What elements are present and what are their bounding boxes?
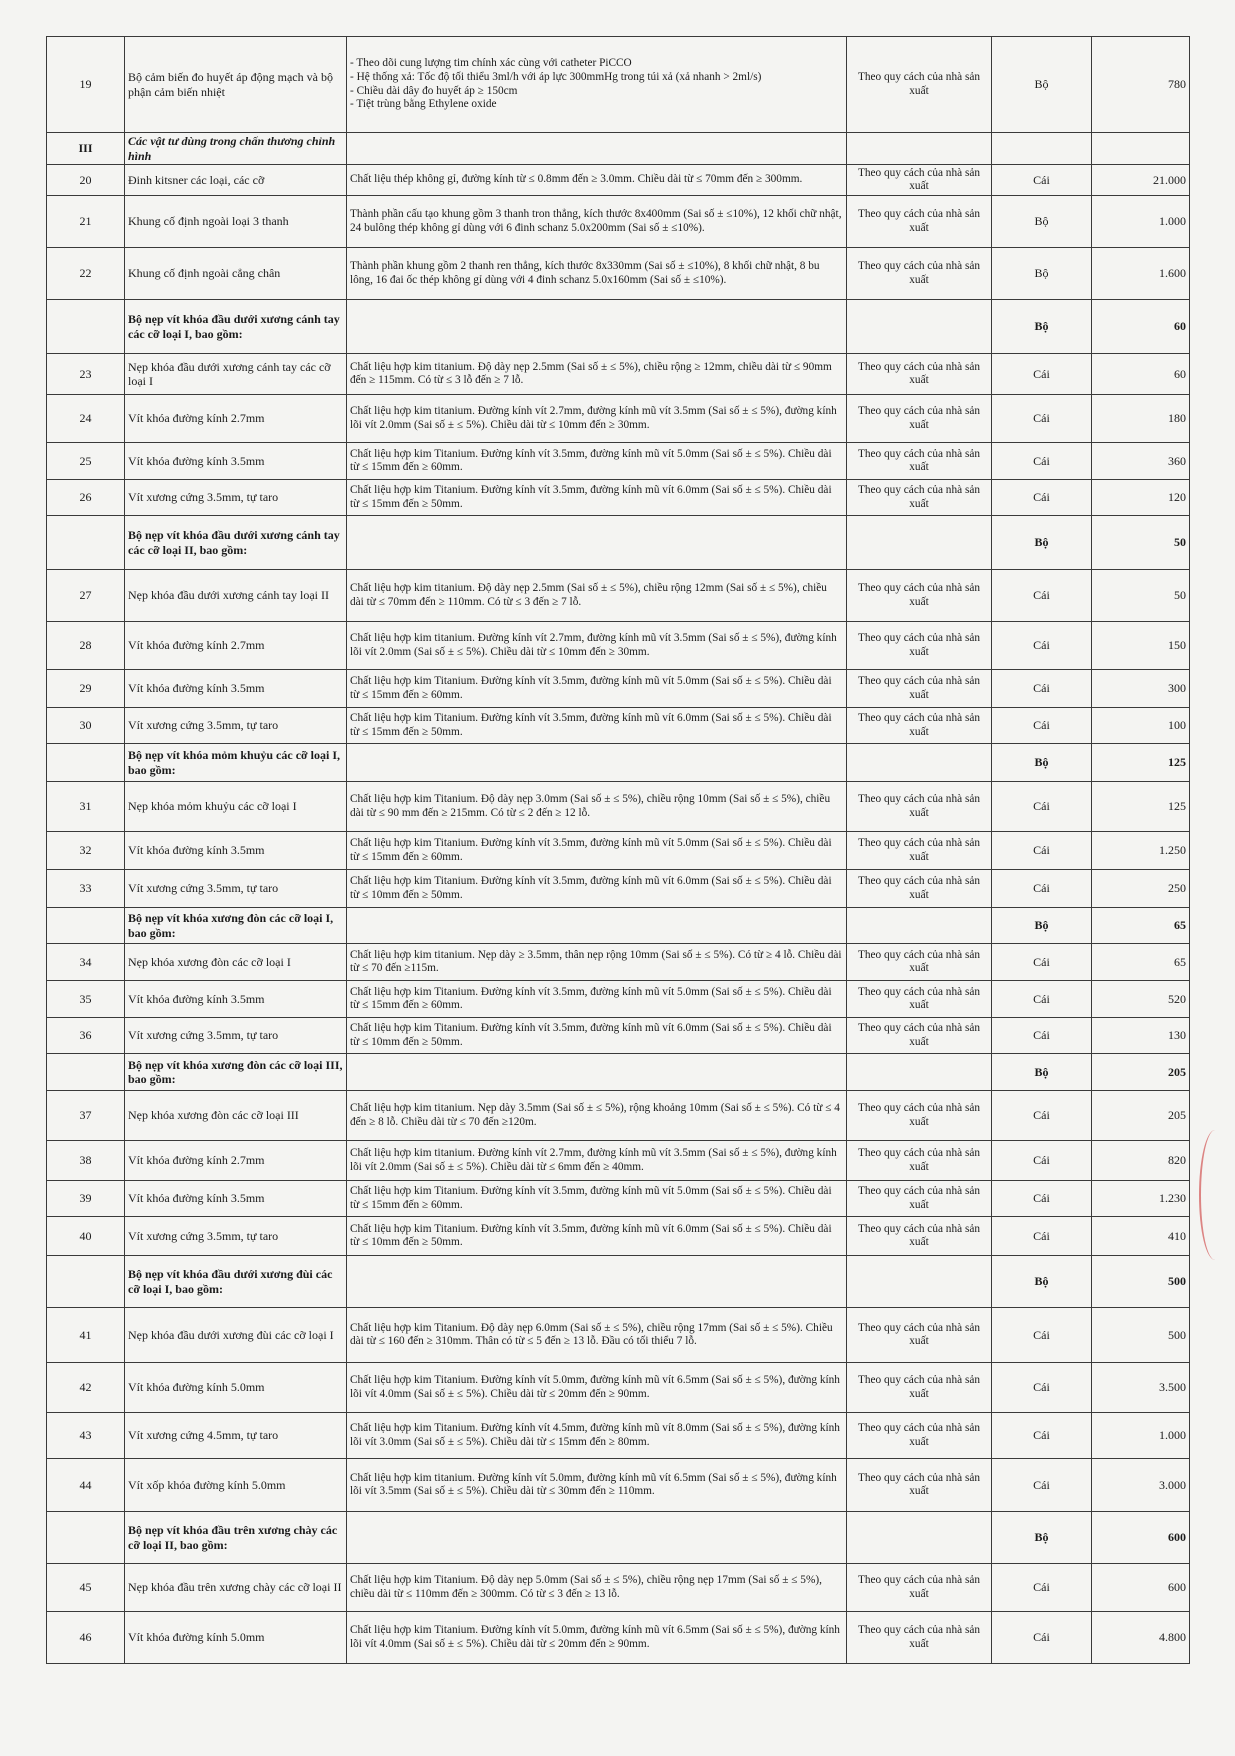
unit: Cái (992, 1564, 1092, 1612)
set-header-row (47, 516, 1190, 570)
standard: Theo quy cách của nhà sản xuất (847, 782, 992, 832)
technical-spec: Chất liệu hợp kim Titanium. Độ dày nẹp 3.0mm (Sai số ± ≤ 5%), chiều rộng 10mm (Sai số ± ≤ 5%), chiều dài từ ≤ 90 mm đến ≥ 215mm. Có từ ≤ 2 đến ≥ 12 lỗ. (347, 782, 847, 832)
item-name: Vít khóa đường kính 5.0mm (125, 1612, 347, 1664)
technical-spec (347, 1512, 847, 1564)
unit: Bộ (992, 196, 1092, 248)
item-name: Bộ nẹp vít khóa đầu trên xương chày các cỡ loại II, bao gồm: (125, 1512, 347, 1564)
table-row (47, 1459, 1190, 1512)
unit (992, 133, 1092, 165)
table-row (47, 37, 1190, 133)
technical-spec: Chất liệu hợp kim titanium. Độ dày nẹp 2.5mm (Sai số ± ≤ 5%), chiều rộng ≥ 12mm, chiều dài từ ≤ 90mm đến ≥ 115mm. Có từ ≤ 3 lỗ đến ≥ 7 lỗ. (347, 354, 847, 395)
technical-spec: Chất liệu hợp kim Titanium. Độ dày nẹp 6.0mm (Sai số ± ≤ 5%), chiều rộng 17mm (Sai số ± ≤ 5%). Chiều dài từ ≤ 160 đến ≥ 310mm. Thân có từ ≤ 5 đến ≥ 13 lỗ. Đầu có tối thiểu 7 lỗ. (347, 1308, 847, 1363)
unit: Cái (992, 165, 1092, 196)
item-name: Vít khóa đường kính 3.5mm (125, 1181, 347, 1217)
item-name: Bộ nẹp vít khóa mỏm khuỷu các cỡ loại I, bao gồm: (125, 744, 347, 782)
table-row (47, 1141, 1190, 1181)
quantity (1092, 133, 1190, 165)
table-row (47, 832, 1190, 870)
technical-spec: Chất liệu hợp kim titanium. Nẹp dày ≥ 3.5mm, thân nẹp rộng 10mm (Sai số ± ≤ 5%). Có từ ≥ 4 lỗ. Chiều dài từ ≤ 70 đến ≥115m. (347, 944, 847, 981)
unit: Bộ (992, 1256, 1092, 1308)
technical-spec: Chất liệu hợp kim titanium. Độ dày nẹp 2.5mm (Sai số ± ≤ 5%), chiều rộng 12mm (Sai số ± ≤ 5%), chiều dài từ ≤ 70mm đến ≥ 110mm. Có từ ≤ 3 đến ≥ 7 lỗ. (347, 570, 847, 622)
standard: Theo quy cách của nhà sản xuất (847, 1308, 992, 1363)
technical-spec (347, 1256, 847, 1308)
row-number (47, 300, 125, 354)
table-row (47, 708, 1190, 744)
quantity: 780 (1092, 37, 1190, 133)
item-name: Nẹp khóa đầu dưới xương cánh tay loại II (125, 570, 347, 622)
item-name: Vít khóa đường kính 2.7mm (125, 1141, 347, 1181)
item-name: Bộ nẹp vít khóa đầu dưới xương cánh tay các cỡ loại II, bao gồm: (125, 516, 347, 570)
quantity: 180 (1092, 395, 1190, 443)
unit: Cái (992, 570, 1092, 622)
unit: Cái (992, 1459, 1092, 1512)
item-name: Khung cố định ngoài cẳng chân (125, 248, 347, 300)
standard: Theo quy cách của nhà sản xuất (847, 1181, 992, 1217)
quantity: 65 (1092, 908, 1190, 944)
quantity: 21.000 (1092, 165, 1190, 196)
unit: Cái (992, 1413, 1092, 1459)
row-number: 40 (47, 1217, 125, 1256)
row-number (47, 908, 125, 944)
item-name: Bộ nẹp vít khóa đầu dưới xương đùi các cỡ loại I, bao gồm: (125, 1256, 347, 1308)
quantity: 130 (1092, 1018, 1190, 1054)
technical-spec: Chất liệu hợp kim Titanium. Đường kính vít 3.5mm, đường kính mũ vít 5.0mm (Sai số ± ≤ 5%). Chiều dài từ ≤ 15mm đến ≥ 60mm. (347, 443, 847, 480)
quantity: 500 (1092, 1308, 1190, 1363)
technical-spec: Thành phần cấu tạo khung gồm 3 thanh tron thẳng, kích thước 8x400mm (Sai số ± ≤10%), 12 khối chữ nhật, 24 bulông thép không gỉ dùng với 6 đinh schanz 5.0x200mm (Sai số ± ≤10%). (347, 196, 847, 248)
standard: Theo quy cách của nhà sản xuất (847, 1612, 992, 1664)
standard: Theo quy cách của nhà sản xuất (847, 248, 992, 300)
standard: Theo quy cách của nhà sản xuất (847, 1363, 992, 1413)
quantity: 125 (1092, 782, 1190, 832)
row-number: 43 (47, 1413, 125, 1459)
unit: Cái (992, 354, 1092, 395)
table-row (47, 1018, 1190, 1054)
row-number: 22 (47, 248, 125, 300)
standard: Theo quy cách của nhà sản xuất (847, 165, 992, 196)
standard (847, 133, 992, 165)
quantity: 600 (1092, 1512, 1190, 1564)
standard: Theo quy cách của nhà sản xuất (847, 1091, 992, 1141)
item-name: Vít khóa đường kính 3.5mm (125, 832, 347, 870)
row-number: 37 (47, 1091, 125, 1141)
row-number (47, 1512, 125, 1564)
item-name: Nẹp khóa mỏm khuỷu các cỡ loại I (125, 782, 347, 832)
standard: Theo quy cách của nhà sản xuất (847, 708, 992, 744)
quantity: 60 (1092, 354, 1190, 395)
technical-spec: Chất liệu hợp kim Titanium. Đường kính vít 4.5mm, đường kính mũ vít 8.0mm (Sai số ± ≤ 5%), đường kính lõi vít 3.0mm (Sai số ± ≤ 5%). Chiều dài từ ≤ 15mm đến ≥ 80mm. (347, 1413, 847, 1459)
technical-spec: Chất liệu hợp kim Titanium. Đường kính vít 3.5mm, đường kính mũ vít 6.0mm (Sai số ± ≤ 5%). Chiều dài từ ≤ 10mm đến ≥ 50mm. (347, 1018, 847, 1054)
unit: Cái (992, 832, 1092, 870)
item-name: Vít xốp khóa đường kính 5.0mm (125, 1459, 347, 1512)
row-number: 35 (47, 981, 125, 1018)
technical-spec: Chất liệu hợp kim Titanium. Đường kính vít 3.5mm, đường kính mũ vít 6.0mm (Sai số ± ≤ 5%). Chiều dài từ ≤ 15mm đến ≥ 50mm. (347, 480, 847, 516)
standard: Theo quy cách của nhà sản xuất (847, 1141, 992, 1181)
item-name: Vít khóa đường kính 3.5mm (125, 443, 347, 480)
standard: Theo quy cách của nhà sản xuất (847, 354, 992, 395)
technical-spec: Chất liệu hợp kim Titanium. Đường kính vít 5.0mm, đường kính mũ vít 6.5mm (Sai số ± ≤ 5%), đường kính lõi vít 4.0mm (Sai số ± ≤ 5%). Chiều dài từ ≤ 20mm đến ≥ 90mm. (347, 1612, 847, 1664)
standard (847, 908, 992, 944)
quantity: 3.000 (1092, 1459, 1190, 1512)
standard: Theo quy cách của nhà sản xuất (847, 622, 992, 670)
unit: Bộ (992, 37, 1092, 133)
set-header-row (47, 1054, 1190, 1091)
row-number (47, 1054, 125, 1091)
unit: Cái (992, 443, 1092, 480)
item-name: Vít xương cứng 3.5mm, tự taro (125, 1217, 347, 1256)
technical-spec: Chất liệu hợp kim titanium. Đường kính vít 5.0mm, đường kính mũ vít 6.5mm (Sai số ± ≤ 5%), đường kính lõi vít 3.5mm (Sai số ± ≤ 5%). Chiều dài từ ≤ 30mm đến ≥ 110mm. (347, 1459, 847, 1512)
item-name: Bộ nẹp vít khóa xương đòn các cỡ loại III, bao gồm: (125, 1054, 347, 1091)
set-header-row (47, 1512, 1190, 1564)
unit: Cái (992, 1612, 1092, 1664)
quantity: 820 (1092, 1141, 1190, 1181)
technical-spec: Chất liệu thép không gỉ, đường kính từ ≤ 0.8mm đến ≥ 3.0mm. Chiều dài từ ≤ 70mm đến ≥ 300mm. (347, 165, 847, 196)
item-name: Vít xương cứng 3.5mm, tự taro (125, 870, 347, 908)
table-row (47, 870, 1190, 908)
item-name: Vít xương cứng 3.5mm, tự taro (125, 1018, 347, 1054)
table-row (47, 1181, 1190, 1217)
item-name: Nẹp khóa xương đòn các cỡ loại I (125, 944, 347, 981)
item-name: Bộ nẹp vít khóa đầu dưới xương cánh tay các cỡ loại I, bao gồm: (125, 300, 347, 354)
table-row (47, 1612, 1190, 1664)
item-name: Vít xương cứng 4.5mm, tự taro (125, 1413, 347, 1459)
quantity: 65 (1092, 944, 1190, 981)
standard: Theo quy cách của nhà sản xuất (847, 1413, 992, 1459)
table-row (47, 395, 1190, 443)
item-name: Vít khóa đường kính 2.7mm (125, 395, 347, 443)
standard: Theo quy cách của nhà sản xuất (847, 981, 992, 1018)
set-header-row (47, 300, 1190, 354)
unit: Cái (992, 1141, 1092, 1181)
technical-spec: Chất liệu hợp kim Titanium. Đường kính vít 3.5mm, đường kính mũ vít 6.0mm (Sai số ± ≤ 5%). Chiều dài từ ≤ 15mm đến ≥ 50mm. (347, 708, 847, 744)
quantity: 1.250 (1092, 832, 1190, 870)
quantity: 120 (1092, 480, 1190, 516)
technical-spec: Chất liệu hợp kim titanium. Đường kính vít 2.7mm, đường kính mũ vít 3.5mm (Sai số ± ≤ 5%), đường kính lõi vít 2.0mm (Sai số ± ≤ 5%). Chiều dài từ ≤ 6mm đến ≥ 40mm. (347, 1141, 847, 1181)
table-row (47, 944, 1190, 981)
technical-spec: - Theo dõi cung lượng tim chính xác cùng với catheter PiCCO - Hệ thống xả: Tốc độ tối thiểu 3ml/h với áp lực 300mmHg trong túi xả (xả nhanh > 2ml/s) - Chiều dài dây đo huyết áp ≥ 150cm - Tiệt trùng bằng Ethylene oxide (347, 37, 847, 133)
unit: Cái (992, 395, 1092, 443)
table-row (47, 165, 1190, 196)
technical-spec: Chất liệu hợp kim Titanium. Đường kính vít 3.5mm, đường kính mũ vít 5.0mm (Sai số ± ≤ 5%). Chiều dài từ ≤ 15mm đến ≥ 60mm. (347, 981, 847, 1018)
standard: Theo quy cách của nhà sản xuất (847, 196, 992, 248)
standard: Theo quy cách của nhà sản xuất (847, 443, 992, 480)
unit: Bộ (992, 516, 1092, 570)
set-header-row (47, 1256, 1190, 1308)
supply-table-body (47, 37, 1190, 1664)
table-row (47, 1308, 1190, 1363)
row-number: 41 (47, 1308, 125, 1363)
quantity: 300 (1092, 670, 1190, 708)
technical-spec (347, 908, 847, 944)
standard (847, 744, 992, 782)
unit: Cái (992, 1181, 1092, 1217)
row-number: 24 (47, 395, 125, 443)
item-name: Vít khóa đường kính 3.5mm (125, 981, 347, 1018)
table-row (47, 480, 1190, 516)
item-name: Khung cố định ngoài loại 3 thanh (125, 196, 347, 248)
technical-spec: Chất liệu hợp kim Titanium. Đường kính vít 5.0mm, đường kính mũ vít 6.5mm (Sai số ± ≤ 5%), đường kính lõi vít 4.0mm (Sai số ± ≤ 5%). Chiều dài từ ≤ 20mm đến ≥ 90mm. (347, 1363, 847, 1413)
technical-spec: Chất liệu hợp kim Titanium. Đường kính vít 3.5mm, đường kính mũ vít 5.0mm (Sai số ± ≤ 5%). Chiều dài từ ≤ 15mm đến ≥ 60mm. (347, 670, 847, 708)
unit: Cái (992, 708, 1092, 744)
unit: Cái (992, 480, 1092, 516)
technical-spec: Chất liệu hợp kim titanium. Đường kính vít 2.7mm, đường kính mũ vít 3.5mm (Sai số ± ≤ 5%), đường kính lõi vít 2.0mm (Sai số ± ≤ 5%). Chiều dài từ ≤ 10mm đến ≥ 30mm. (347, 622, 847, 670)
table-row (47, 670, 1190, 708)
unit: Cái (992, 1308, 1092, 1363)
table-row (47, 443, 1190, 480)
standard: Theo quy cách của nhà sản xuất (847, 480, 992, 516)
row-number: 32 (47, 832, 125, 870)
table-row (47, 981, 1190, 1018)
quantity: 205 (1092, 1091, 1190, 1141)
table-row (47, 196, 1190, 248)
supply-table (46, 36, 1190, 1664)
standard (847, 1054, 992, 1091)
unit: Cái (992, 670, 1092, 708)
row-number: 46 (47, 1612, 125, 1664)
table-row (47, 570, 1190, 622)
set-header-row (47, 908, 1190, 944)
quantity: 410 (1092, 1217, 1190, 1256)
standard: Theo quy cách của nhà sản xuất (847, 670, 992, 708)
standard: Theo quy cách của nhà sản xuất (847, 870, 992, 908)
unit: Cái (992, 870, 1092, 908)
item-name: Nẹp khóa xương đòn các cỡ loại III (125, 1091, 347, 1141)
row-number (47, 1256, 125, 1308)
technical-spec: Chất liệu hợp kim titanium. Đường kính vít 2.7mm, đường kính mũ vít 3.5mm (Sai số ± ≤ 5%), đường kính lõi vít 2.0mm (Sai số ± ≤ 5%). Chiều dài từ ≤ 10mm đến ≥ 30mm. (347, 395, 847, 443)
table-row (47, 1413, 1190, 1459)
standard (847, 1256, 992, 1308)
quantity: 1.230 (1092, 1181, 1190, 1217)
row-number: 34 (47, 944, 125, 981)
quantity: 100 (1092, 708, 1190, 744)
unit: Cái (992, 1363, 1092, 1413)
quantity: 600 (1092, 1564, 1190, 1612)
quantity: 360 (1092, 443, 1190, 480)
technical-spec: Chất liệu hợp kim Titanium. Đường kính vít 3.5mm, đường kính mũ vít 5.0mm (Sai số ± ≤ 5%). Chiều dài từ ≤ 15mm đến ≥ 60mm. (347, 1181, 847, 1217)
row-number: III (47, 133, 125, 165)
unit: Cái (992, 622, 1092, 670)
row-number: 42 (47, 1363, 125, 1413)
quantity: 150 (1092, 622, 1190, 670)
technical-spec: Chất liệu hợp kim Titanium. Đường kính vít 3.5mm, đường kính mũ vít 6.0mm (Sai số ± ≤ 5%). Chiều dài từ ≤ 10mm đến ≥ 50mm. (347, 1217, 847, 1256)
row-number: 23 (47, 354, 125, 395)
row-number (47, 516, 125, 570)
unit: Bộ (992, 300, 1092, 354)
row-number: 31 (47, 782, 125, 832)
row-number: 19 (47, 37, 125, 133)
table-row (47, 354, 1190, 395)
quantity: 520 (1092, 981, 1190, 1018)
technical-spec: Chất liệu hợp kim Titanium. Độ dày nẹp 5.0mm (Sai số ± ≤ 5%), chiều rộng nẹp 17mm (Sai số ± ≤ 5%), chiều dài từ ≤ 110mm đến ≥ 300mm. Có từ ≤ 3 đến ≥ 13 lỗ. (347, 1564, 847, 1612)
row-number: 27 (47, 570, 125, 622)
row-number: 20 (47, 165, 125, 196)
technical-spec: Chất liệu hợp kim Titanium. Đường kính vít 3.5mm, đường kính mũ vít 5.0mm (Sai số ± ≤ 5%). Chiều dài từ ≤ 15mm đến ≥ 60mm. (347, 832, 847, 870)
standard: Theo quy cách của nhà sản xuất (847, 1564, 992, 1612)
row-number (47, 744, 125, 782)
row-number: 21 (47, 196, 125, 248)
item-name: Nẹp khóa đầu dưới xương cánh tay các cỡ loại I (125, 354, 347, 395)
quantity: 60 (1092, 300, 1190, 354)
table-row (47, 1363, 1190, 1413)
standard: Theo quy cách của nhà sản xuất (847, 832, 992, 870)
technical-spec (347, 744, 847, 782)
unit: Cái (992, 1217, 1092, 1256)
unit: Bộ (992, 908, 1092, 944)
unit: Bộ (992, 744, 1092, 782)
table-row (47, 248, 1190, 300)
quantity: 250 (1092, 870, 1190, 908)
table-row (47, 782, 1190, 832)
set-header-row (47, 744, 1190, 782)
row-number: 45 (47, 1564, 125, 1612)
standard (847, 516, 992, 570)
technical-spec: Chất liệu hợp kim titanium. Nẹp dày 3.5mm (Sai số ± ≤ 5%), rộng khoảng 10mm (Sai số ± ≤ 5%). Có từ ≤ 4 đến ≥ 8 lỗ. Chiều dài từ ≤ 70 đến ≥120m. (347, 1091, 847, 1141)
standard: Theo quy cách của nhà sản xuất (847, 570, 992, 622)
item-name: Bộ cảm biến đo huyết áp động mạch và bộ phận cảm biến nhiệt (125, 37, 347, 133)
table-row (47, 622, 1190, 670)
standard (847, 1512, 992, 1564)
unit: Cái (992, 1091, 1092, 1141)
standard: Theo quy cách của nhà sản xuất (847, 1217, 992, 1256)
technical-spec (347, 516, 847, 570)
item-name: Nẹp khóa đầu trên xương chày các cỡ loại II (125, 1564, 347, 1612)
technical-spec: Thành phần khung gồm 2 thanh ren thẳng, kích thước 8x330mm (Sai số ± ≤10%), 8 khối chữ nhật, 8 bu lông, 16 đai ốc thép không gỉ dùng với 4 đinh schanz 5.0x160mm (Sai số ± ≤10%). (347, 248, 847, 300)
item-name: Vít khóa đường kính 2.7mm (125, 622, 347, 670)
row-number: 25 (47, 443, 125, 480)
item-name: Bộ nẹp vít khóa xương đòn các cỡ loại I, bao gồm: (125, 908, 347, 944)
quantity: 125 (1092, 744, 1190, 782)
item-name: Các vật tư dùng trong chấn thương chỉnh hình (125, 133, 347, 165)
table-row (47, 1217, 1190, 1256)
item-name: Nẹp khóa đầu dưới xương đùi các cỡ loại I (125, 1308, 347, 1363)
quantity: 1.600 (1092, 248, 1190, 300)
row-number: 26 (47, 480, 125, 516)
quantity: 500 (1092, 1256, 1190, 1308)
quantity: 50 (1092, 570, 1190, 622)
technical-spec: Chất liệu hợp kim Titanium. Đường kính vít 3.5mm, đường kính mũ vít 6.0mm (Sai số ± ≤ 5%). Chiều dài từ ≤ 10mm đến ≥ 50mm. (347, 870, 847, 908)
unit: Bộ (992, 1054, 1092, 1091)
standard: Theo quy cách của nhà sản xuất (847, 37, 992, 133)
technical-spec (347, 300, 847, 354)
unit: Cái (992, 1018, 1092, 1054)
technical-spec (347, 133, 847, 165)
standard (847, 300, 992, 354)
unit: Bộ (992, 248, 1092, 300)
row-number: 36 (47, 1018, 125, 1054)
item-name: Đinh kitsner các loại, các cỡ (125, 165, 347, 196)
item-name: Vít xương cứng 3.5mm, tự taro (125, 708, 347, 744)
technical-spec (347, 1054, 847, 1091)
section-row (47, 133, 1190, 165)
red-stamp-edge (1199, 1130, 1231, 1260)
row-number: 28 (47, 622, 125, 670)
row-number: 33 (47, 870, 125, 908)
item-name: Vít khóa đường kính 5.0mm (125, 1363, 347, 1413)
row-number: 44 (47, 1459, 125, 1512)
standard: Theo quy cách của nhà sản xuất (847, 395, 992, 443)
table-row (47, 1091, 1190, 1141)
quantity: 205 (1092, 1054, 1190, 1091)
quantity: 50 (1092, 516, 1190, 570)
standard: Theo quy cách của nhà sản xuất (847, 1018, 992, 1054)
quantity: 4.800 (1092, 1612, 1190, 1664)
quantity: 1.000 (1092, 196, 1190, 248)
row-number: 29 (47, 670, 125, 708)
unit: Cái (992, 944, 1092, 981)
item-name: Vít khóa đường kính 3.5mm (125, 670, 347, 708)
unit: Cái (992, 981, 1092, 1018)
quantity: 1.000 (1092, 1413, 1190, 1459)
row-number: 38 (47, 1141, 125, 1181)
unit: Cái (992, 782, 1092, 832)
table-row (47, 1564, 1190, 1612)
row-number: 30 (47, 708, 125, 744)
row-number: 39 (47, 1181, 125, 1217)
standard: Theo quy cách của nhà sản xuất (847, 1459, 992, 1512)
unit: Bộ (992, 1512, 1092, 1564)
item-name: Vít xương cứng 3.5mm, tự taro (125, 480, 347, 516)
quantity: 3.500 (1092, 1363, 1190, 1413)
standard: Theo quy cách của nhà sản xuất (847, 944, 992, 981)
